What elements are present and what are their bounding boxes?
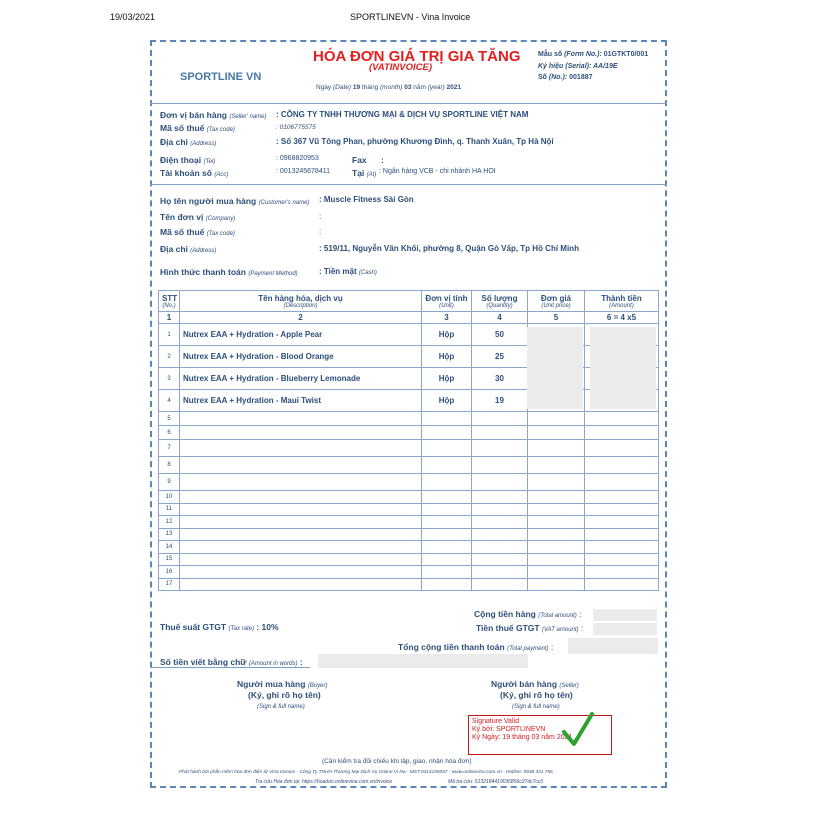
total-label: Tổng cộng tiền thanh toán (Total payment) :: [398, 642, 554, 652]
total-value: [568, 638, 658, 654]
subtotal-value: [593, 609, 657, 621]
row-quantity: [472, 541, 528, 554]
invoice-title: HÓA ĐƠN GIÁ TRỊ GIA TĂNG: [313, 48, 521, 65]
row-stt: 11: [159, 503, 180, 516]
row-stt: 14: [159, 541, 180, 554]
row-unit-price: [528, 474, 585, 491]
row-description: [180, 566, 422, 579]
row-description: Nutrex EAA + Hydration - Blueberry Lemonade: [180, 368, 422, 390]
seller-tel: : 0968820953: [276, 155, 319, 162]
row-unit: [422, 516, 472, 529]
row-quantity: 19: [472, 390, 528, 412]
row-quantity: [472, 566, 528, 579]
row-unit: [422, 474, 472, 491]
buyer-company-label: Tên đơn vị (Company): [160, 212, 236, 222]
table-row: [159, 553, 659, 566]
row-stt: 5: [159, 412, 180, 426]
row-unit: [422, 566, 472, 579]
row-stt: 3: [159, 368, 180, 390]
table-row: [159, 426, 659, 440]
row-quantity: [472, 516, 528, 529]
form-no: Mẫu số (Form No.): 01GTKT0/001: [538, 51, 649, 58]
row-description: Nutrex EAA + Hydration - Blood Orange: [180, 346, 422, 368]
row-stt: 10: [159, 491, 180, 504]
buyer-company-sep: :: [319, 212, 322, 221]
seller-bank: : Ngân hàng VCB - chi nhánh HA HOI: [379, 168, 496, 175]
row-description: [180, 541, 422, 554]
row-unit: Hộp: [422, 324, 472, 346]
buyer-sign-note: (Ký, ghi rõ họ tên): [248, 690, 321, 700]
table-row: [159, 390, 659, 412]
buyer-address-label: Địa chỉ (Address): [160, 244, 217, 254]
row-unit-price: [528, 578, 585, 591]
table-row: [159, 324, 659, 346]
payment-label: Hình thức thanh toán (Payment Method): [160, 267, 298, 277]
buyer-sign-note-en: (Sign & full name): [257, 704, 305, 710]
row-unit-price: [528, 440, 585, 457]
table-row: [159, 368, 659, 390]
row-amount: [585, 474, 659, 491]
serial: Ký hiệu (Serial): AA/19E: [538, 63, 618, 70]
row-amount: [585, 503, 659, 516]
items-table: [158, 290, 659, 591]
row-stt: 2: [159, 346, 180, 368]
amount-words-value: [318, 654, 528, 668]
row-stt: 4: [159, 390, 180, 412]
row-quantity: [472, 553, 528, 566]
seller-acc-label: Tài khoản số (Acc): [160, 168, 229, 178]
seller-name-label: Đơn vị bán hàng (Seller' name): [160, 110, 267, 120]
vat-amount-label: Tiền thuế GTGT (VAT amount) :: [476, 623, 584, 633]
footer-lookup-code: Mã tra cứu: 5132184419036856c27dc7cc0: [448, 779, 544, 785]
seller-sign-label: Người bán hàng (Seller): [491, 679, 579, 689]
row-description: [180, 440, 422, 457]
buyer-tax-sep: :: [319, 227, 322, 236]
row-amount: [585, 491, 659, 504]
row-unit: [422, 457, 472, 474]
row-unit-price: [528, 491, 585, 504]
invoice-date: Ngày (Date) 19 tháng (month) 03 năm (year) 2021: [316, 84, 462, 91]
row-amount: [585, 528, 659, 541]
seller-fax-label: Fax :: [352, 155, 384, 165]
row-quantity: [472, 457, 528, 474]
row-stt: 17: [159, 578, 180, 591]
seller-tax-label: Mã số thuế (Tax code): [160, 123, 235, 133]
row-unit-price: [528, 457, 585, 474]
row-quantity: [472, 412, 528, 426]
row-unit: [422, 528, 472, 541]
row-unit: [422, 491, 472, 504]
table-row: [159, 412, 659, 426]
seller-tax: : 0106775575: [276, 124, 316, 131]
buyer-name-label: Họ tên người mua hàng (Customer's name): [160, 196, 310, 206]
seller-address: : Số 367 Vũ Tông Phan, phường Khương Đình, q. Thanh Xuân, Tp Hà Nội: [276, 137, 554, 146]
row-quantity: [472, 578, 528, 591]
row-unit: [422, 440, 472, 457]
row-quantity: 25: [472, 346, 528, 368]
row-stt: 8: [159, 457, 180, 474]
row-description: [180, 516, 422, 529]
row-quantity: 30: [472, 368, 528, 390]
row-unit: [422, 503, 472, 516]
row-description: [180, 528, 422, 541]
row-description: [180, 578, 422, 591]
row-unit-price: [528, 516, 585, 529]
row-quantity: [472, 426, 528, 440]
row-stt: 1: [159, 324, 180, 346]
row-description: [180, 553, 422, 566]
amount-mask: [590, 327, 656, 409]
row-unit: [422, 578, 472, 591]
table-row: [159, 503, 659, 516]
row-unit: [422, 553, 472, 566]
row-description: [180, 474, 422, 491]
seller-acc: : 0013245678411: [276, 168, 330, 175]
row-amount: [585, 457, 659, 474]
seller-address-label: Địa chỉ (Address): [160, 137, 217, 147]
row-amount: [585, 541, 659, 554]
table-row: [159, 516, 659, 529]
row-stt: 9: [159, 474, 180, 491]
buyer-address: : 519/11, Nguyễn Văn Khối, phường 8, Quận Gò Vấp, Tp Hồ Chí Minh: [319, 244, 579, 253]
checkmark-icon: [562, 712, 594, 748]
seller-bank-label: Tại (At): [352, 168, 377, 178]
signature-valid-box: Signature Valid Ký bởi: SPORTLINEVN Ký Ngày: 19 tháng 03 năm 2021: [468, 715, 612, 755]
table-header: STT (No.) Tên hàng hóa, dịch vụ (Description) Đơn vị tính (Unit) Số lượng (Quantity) Đơn giá (Unit price) Thành tiền (Amount): [159, 291, 659, 312]
row-amount: [585, 553, 659, 566]
row-unit: Hộp: [422, 368, 472, 390]
row-unit: Hộp: [422, 346, 472, 368]
row-amount: [585, 566, 659, 579]
brand-name: SPORTLINE VN: [180, 71, 262, 83]
row-description: Nutrex EAA + Hydration - Apple Pear: [180, 324, 422, 346]
table-row: [159, 541, 659, 554]
unit-price-mask: [527, 327, 583, 409]
row-stt: 7: [159, 440, 180, 457]
print-title: SPORTLINEVN - Vina Invoice: [350, 12, 471, 22]
seller-sign-note-en: (Sign & full name): [512, 704, 560, 710]
table-row: [159, 474, 659, 491]
row-unit: [422, 412, 472, 426]
row-description: [180, 503, 422, 516]
row-amount: [585, 426, 659, 440]
buyer-name: : Muscle Fitness Sài Gòn: [319, 195, 414, 204]
row-unit-price: [528, 541, 585, 554]
seller-sign-note: (Ký, ghi rõ họ tên): [500, 690, 573, 700]
buyer-sign-label: Người mua hàng (Buyer): [237, 679, 328, 689]
row-unit-price: [528, 412, 585, 426]
index-row: 1 2 3 4 5 6 = 4 x5: [159, 312, 659, 324]
row-quantity: [472, 491, 528, 504]
row-description: [180, 491, 422, 504]
row-stt: 13: [159, 528, 180, 541]
footer-lookup-url[interactable]: Tra cứu Hóa đơn tại: https://hoadon.onlinevina.com.vn/invoice: [255, 779, 393, 785]
table-row: [159, 578, 659, 591]
row-unit: [422, 541, 472, 554]
row-stt: 16: [159, 566, 180, 579]
row-description: [180, 457, 422, 474]
vat-rate-label: Thuế suất GTGT (Tax rate) : 10%: [160, 622, 279, 632]
invoice-number: Số (No.): 001887: [538, 74, 593, 81]
row-quantity: 50: [472, 324, 528, 346]
seller-tel-label: Điện thoại (Tel): [160, 155, 216, 165]
row-unit: Hộp: [422, 390, 472, 412]
row-amount: [585, 440, 659, 457]
footer-note: (Cần kiểm tra đối chiếu khi lập, giao, nhận hóa đơn): [322, 758, 472, 765]
table-row: [159, 566, 659, 579]
row-unit-price: [528, 553, 585, 566]
row-description: Nutrex EAA + Hydration - Maui Twist: [180, 390, 422, 412]
payment-method: : Tiền mặt (Cash): [319, 267, 377, 276]
row-amount: [585, 516, 659, 529]
row-amount: [585, 412, 659, 426]
row-unit-price: [528, 566, 585, 579]
table-row: [159, 528, 659, 541]
row-unit-price: [528, 503, 585, 516]
row-description: [180, 426, 422, 440]
row-quantity: [472, 528, 528, 541]
table-row: [159, 457, 659, 474]
table-row: [159, 440, 659, 457]
table-row: [159, 346, 659, 368]
row-stt: 6: [159, 426, 180, 440]
table-row: [159, 491, 659, 504]
seller-name: : CÔNG TY TNHH THƯƠNG MẠI & DỊCH VỤ SPORTLINE VIỆT NAM: [276, 110, 529, 119]
row-stt: 15: [159, 553, 180, 566]
row-stt: 12: [159, 516, 180, 529]
vat-amount-value: [593, 623, 657, 635]
row-unit-price: [528, 426, 585, 440]
row-unit-price: [528, 528, 585, 541]
row-unit: [422, 426, 472, 440]
invoice-subtitle: (VATINVOICE): [369, 62, 432, 73]
row-quantity: [472, 440, 528, 457]
subtotal-label: Cộng tiền hàng (Total amount) :: [474, 609, 582, 619]
amount-words-label: Số tiền viết bằng chữ (Amount in words) :: [160, 657, 303, 667]
row-description: [180, 412, 422, 426]
row-quantity: [472, 474, 528, 491]
buyer-tax-label: Mã số thuế (Tax code): [160, 227, 235, 237]
footer-publisher: Phát hành bởi phần mềm hóa đơn điện tử Vina Invoice - Công Ty TNHH Thương Mại Dịch Vụ Online Vi Na - MST:0314155057 - www.onlinevina.com.vn - Hotline: 0938 331 756: [179, 770, 553, 775]
print-date: 19/03/2021: [110, 12, 156, 22]
row-amount: [585, 578, 659, 591]
row-quantity: [472, 503, 528, 516]
